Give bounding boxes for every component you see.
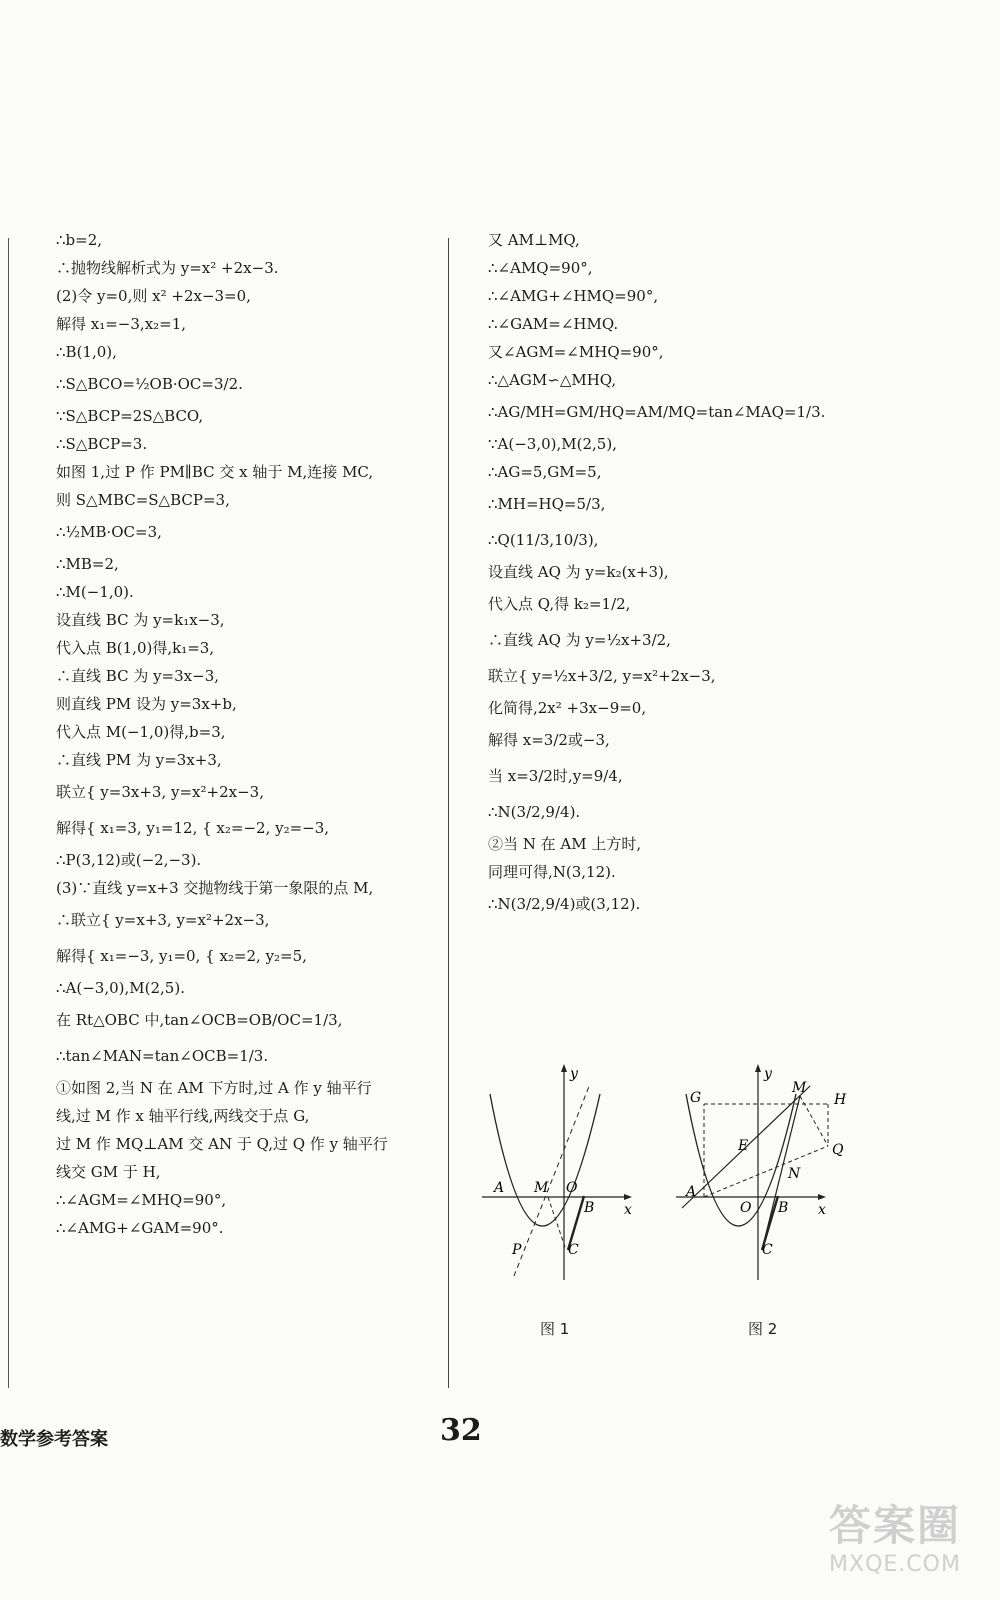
text-line: ∴MH=HQ=5/3, bbox=[488, 495, 606, 513]
label-a: A bbox=[494, 1180, 505, 1196]
text-line: ②当 N 在 AM 上方时, bbox=[488, 835, 642, 853]
label-y: y bbox=[764, 1066, 772, 1082]
text-line: ∴直线 PM 为 y=3x+3, bbox=[56, 751, 222, 769]
text-line: ∴△AGM∽△MHQ, bbox=[488, 371, 617, 389]
label-o: O bbox=[566, 1180, 578, 1196]
label-q: Q bbox=[832, 1142, 844, 1158]
figure-2-caption: 图 2 bbox=[748, 1320, 778, 1338]
segment-aq bbox=[704, 1146, 828, 1197]
text-line: 设直线 AQ 为 y=k₂(x+3), bbox=[488, 563, 669, 581]
text-line: ∴直线 BC 为 y=3x−3, bbox=[56, 667, 220, 685]
text-line: ∴S△BCP=3. bbox=[56, 435, 148, 453]
text-line: ①如图 2,当 N 在 AM 下方时,过 A 作 y 轴平行 bbox=[56, 1079, 372, 1097]
watermark-bottom: MXQE.COM bbox=[829, 1552, 961, 1577]
text-line: 设直线 BC 为 y=k₁x−3, bbox=[56, 611, 225, 629]
text-line: 当 x=3/2时,y=9/4, bbox=[488, 767, 623, 785]
right-column bbox=[488, 226, 958, 922]
text-line: 则 S△MBC=S△BCP=3, bbox=[56, 491, 230, 509]
y-axis-arrow bbox=[755, 1064, 761, 1072]
text-line: 联立{ y=3x+3, y=x²+2x−3, bbox=[56, 783, 264, 801]
left-margin-rule bbox=[8, 238, 9, 1388]
footer-label: 数学参考答案 bbox=[0, 1429, 108, 1450]
text-line: 同理可得,N(3,12). bbox=[488, 863, 616, 881]
text-line: ∴M(−1,0). bbox=[56, 583, 134, 601]
label-c: C bbox=[568, 1242, 579, 1258]
label-n: N bbox=[788, 1166, 801, 1182]
text-line: ∴AG=5,GM=5, bbox=[488, 463, 602, 481]
text-line: 在 Rt△OBC 中,tan∠OCB=OB/OC=1/3, bbox=[56, 1011, 343, 1029]
label-x: x bbox=[624, 1202, 632, 1218]
text-line: ∴MB=2, bbox=[56, 555, 119, 573]
x-axis-arrow bbox=[818, 1194, 826, 1200]
text-line: 线交 GM 于 H, bbox=[56, 1163, 161, 1181]
figure-1-caption: 图 1 bbox=[540, 1320, 570, 1338]
text-line: ∴∠AMG+∠GAM=90°. bbox=[56, 1219, 224, 1237]
text-line: ∴S△BCO=½OB·OC=3/2. bbox=[56, 375, 243, 393]
text-line: 又 AM⊥MQ, bbox=[488, 231, 580, 249]
text-line: ∴tan∠MAN=tan∠OCB=1/3. bbox=[56, 1047, 269, 1065]
text-line: 则直线 PM 设为 y=3x+b, bbox=[56, 695, 237, 713]
text-line: 解得 x=3/2或−3, bbox=[488, 731, 610, 749]
text-line: 解得 x₁=−3,x₂=1, bbox=[56, 315, 187, 333]
text-line: ∴N(3/2,9/4)或(3,12). bbox=[488, 895, 641, 913]
label-g: G bbox=[690, 1090, 702, 1106]
text-line: ∴∠AMG+∠HMQ=90°, bbox=[488, 287, 659, 305]
label-y: y bbox=[570, 1066, 578, 1082]
text-line: ∴∠GAM=∠HMQ. bbox=[488, 315, 619, 333]
figure-1 bbox=[478, 1058, 648, 1288]
text-line: 代入点 M(−1,0)得,b=3, bbox=[56, 723, 226, 741]
text-line: ∴P(3,12)或(−2,−3). bbox=[56, 851, 202, 869]
text-line: 代入点 B(1,0)得,k₁=3, bbox=[56, 639, 215, 657]
label-h: H bbox=[834, 1092, 847, 1108]
label-b: B bbox=[584, 1200, 595, 1216]
label-p: P bbox=[512, 1242, 522, 1258]
x-axis-arrow bbox=[624, 1194, 632, 1200]
text-line: ∵S△BCP=2S△BCO, bbox=[56, 407, 204, 425]
watermark-top: 答案圈 bbox=[828, 1501, 961, 1550]
left-column bbox=[56, 226, 426, 1242]
text-line: ∴N(3/2,9/4). bbox=[488, 803, 581, 821]
text-line: ∴B(1,0), bbox=[56, 343, 117, 361]
label-e: E bbox=[738, 1138, 749, 1154]
text-line: 解得{ x₁=−3, y₁=0, { x₂=2, y₂=5, bbox=[56, 947, 307, 965]
label-b: B bbox=[778, 1200, 789, 1216]
text-line: ∴½MB·OC=3, bbox=[56, 523, 162, 541]
text-line: 化简得,2x² +3x−9=0, bbox=[488, 699, 647, 717]
text-line: ∴∠AGM=∠MHQ=90°, bbox=[56, 1191, 227, 1209]
text-line: ∵A(−3,0),M(2,5), bbox=[488, 435, 617, 453]
y-axis-arrow bbox=[561, 1064, 567, 1072]
text-line: 线,过 M 作 x 轴平行线,两线交于点 G, bbox=[56, 1107, 310, 1125]
text-line: ∴Q(11/3,10/3), bbox=[488, 531, 599, 549]
label-m: M bbox=[792, 1080, 807, 1096]
text-line: ∴联立{ y=x+3, y=x²+2x−3, bbox=[56, 911, 270, 929]
label-a: A bbox=[686, 1184, 697, 1200]
label-o: O bbox=[740, 1200, 752, 1216]
label-m: M bbox=[534, 1180, 549, 1196]
text-line: ∴b=2, bbox=[56, 231, 103, 249]
text-line: ∴AG/MH=GM/HQ=AM/MQ=tan∠MAQ=1/3. bbox=[488, 403, 826, 421]
column-divider bbox=[448, 238, 449, 1388]
text-line: 如图 1,过 P 作 PM∥BC 交 x 轴于 M,连接 MC, bbox=[56, 463, 374, 481]
figure-2 bbox=[672, 1058, 862, 1288]
text-line: 过 M 作 MQ⊥AM 交 AN 于 Q,过 Q 作 y 轴平行 bbox=[56, 1135, 388, 1153]
text-line: (2)令 y=0,则 x² +2x−3=0, bbox=[56, 287, 251, 305]
text-line: 解得{ x₁=3, y₁=12, { x₂=−2, y₂=−3, bbox=[56, 819, 330, 837]
text-line: ∴∠AMQ=90°, bbox=[488, 259, 593, 277]
text-line: ∴抛物线解析式为 y=x² +2x−3. bbox=[56, 259, 279, 277]
label-x: x bbox=[818, 1202, 826, 1218]
watermark bbox=[820, 1500, 970, 1590]
text-line: 又∠AGM=∠MHQ=90°, bbox=[488, 343, 664, 361]
label-c: C bbox=[762, 1242, 773, 1258]
text-line: 代入点 Q,得 k₂=1/2, bbox=[488, 595, 631, 613]
page-number: 32 bbox=[440, 1413, 482, 1448]
text-line: 联立{ y=½x+3/2, y=x²+2x−3, bbox=[488, 667, 716, 685]
text-line: ∴A(−3,0),M(2,5). bbox=[56, 979, 185, 997]
text-line: (3)∵直线 y=x+3 交抛物线于第一象限的点 M, bbox=[56, 879, 374, 897]
text-line: ∴直线 AQ 为 y=½x+3/2, bbox=[488, 631, 671, 649]
